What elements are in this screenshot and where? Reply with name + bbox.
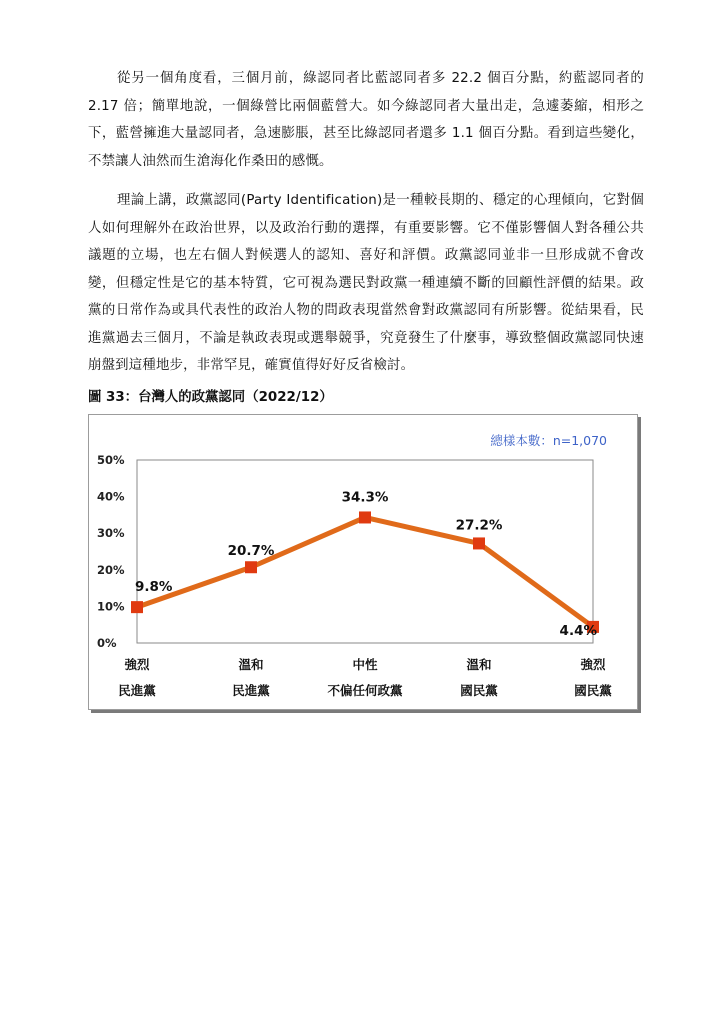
x-category-line: 不偏任何政黨 (327, 683, 403, 698)
sample-size-note: 總樣本數：n=1,070 (490, 433, 607, 448)
x-category-line: 強烈 (580, 657, 606, 672)
data-label: 34.3% (341, 489, 389, 506)
x-category-line: 國民黨 (460, 683, 498, 698)
x-category-label (538, 652, 648, 704)
x-category-line: 民進黨 (118, 683, 156, 698)
data-point-marker (131, 601, 143, 613)
data-label: 9.8% (135, 579, 173, 596)
y-tick-label: 50% (97, 453, 125, 467)
data-label: 4.4% (559, 622, 597, 639)
x-category-line: 強烈 (124, 657, 150, 672)
x-category-label (310, 652, 420, 704)
data-label: 27.2% (455, 517, 503, 534)
plot-area-border (137, 460, 593, 643)
y-tick-label: 30% (97, 526, 125, 541)
data-point-marker (473, 537, 485, 549)
chart-frame (88, 414, 638, 710)
x-category-line: 國民黨 (574, 683, 612, 698)
x-category-label (196, 652, 306, 704)
data-label: 20.7% (227, 543, 275, 560)
x-category-line: 民進黨 (232, 683, 270, 698)
paragraph-2: 理論上講，政黨認同(Party Identification)是一種較長期的、穩定的心理傾向，它對個人如何理解外在政治世界，以及政治行動的選擇，有重要影響。它不僅影響個人對各種公共議題的立場，也左右個人對候選人的認知、喜好和評價。政黨認同並非一旦形成就不會改變，但穩定性是它的基本特質，它可視為選民對政黨一種連續不斷的回顧性評價的結果。政黨的日常作為或具代表性的政治人物的問政表現當然會對政黨認同有所影響。從結果看，民進黨過去三個月，不論是執政表現或選舉競爭，究竟發生了什麼事，導致整個政黨認同快速崩盤到這種地步，非常罕見，確實值得好好反省檢討。 (88, 193, 644, 373)
data-point-marker (359, 511, 371, 523)
paragraph-1: 從另一個角度看，三個月前，綠認同者比藍認同者多 22.2 個百分點，約藍認同者的 2.17 倍；簡單地說，一個綠營比兩個藍營大。如今綠認同者大量出走，急遽萎縮，相形之下，藍營擁進大量認同者，急速膨脹，甚至比綠認同者還多 1.1 個百分點。看到這些變化，不禁讓人油然而生滄海化作桑田的感慨。 (88, 71, 644, 169)
data-point-marker (245, 561, 257, 573)
x-category-label (82, 652, 192, 704)
y-tick-label: 40% (97, 489, 125, 504)
x-category-label (424, 652, 534, 704)
y-tick-label: 0% (97, 636, 117, 650)
x-category-line: 中性 (352, 657, 378, 672)
figure-title: 圖 33：台灣人的政黨認同（2022/12） (88, 390, 333, 405)
y-tick-label: 10% (97, 599, 125, 614)
y-tick-label: 20% (97, 562, 125, 577)
x-category-line: 溫和 (466, 657, 492, 672)
x-category-line: 溫和 (238, 657, 264, 672)
series-line (137, 517, 593, 626)
